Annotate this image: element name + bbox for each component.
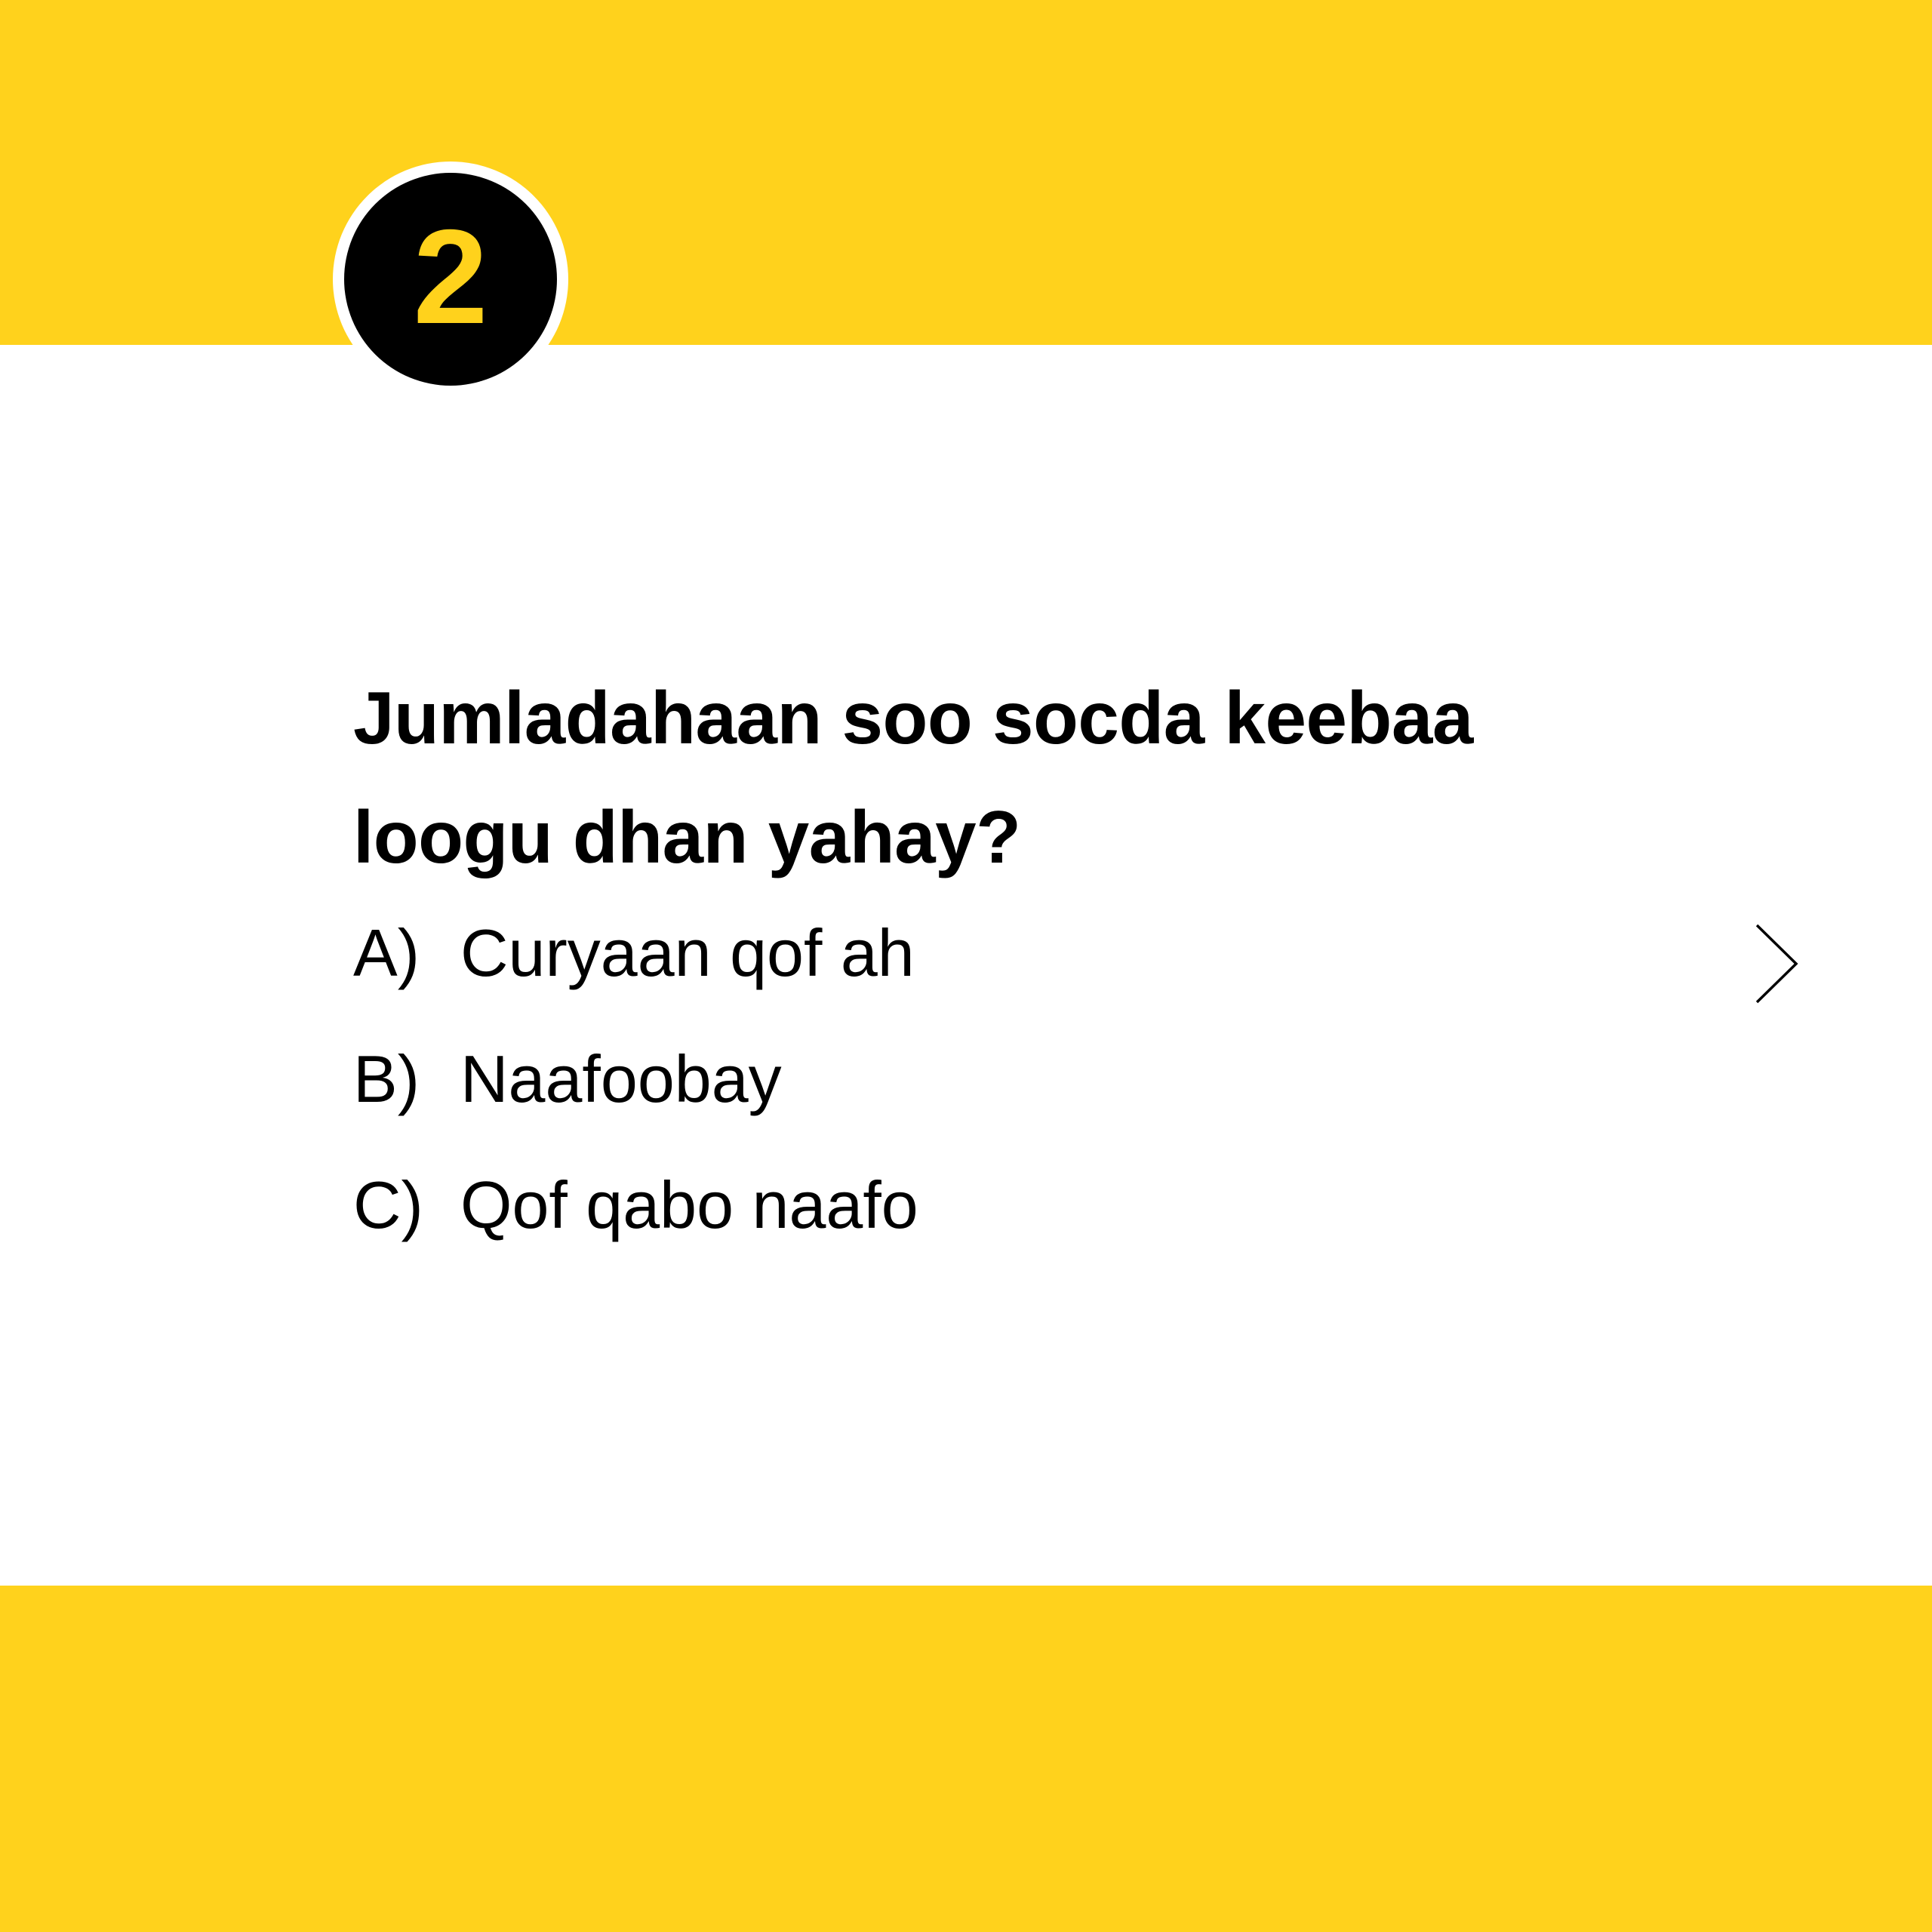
option-letter: B) — [353, 1041, 420, 1116]
option-a[interactable] — [353, 915, 918, 1041]
chevron-right-icon — [1751, 922, 1804, 1005]
option-letter: C) — [353, 1168, 423, 1242]
question-number: 2 — [413, 202, 488, 352]
question-line-2: loogu dhan yahay? — [353, 795, 1021, 878]
question-number-badge — [333, 162, 568, 397]
option-label: Curyaan qof ah — [460, 915, 915, 990]
option-letter: A) — [353, 915, 420, 990]
option-label: Naafoobay — [460, 1041, 782, 1116]
next-button[interactable] — [1751, 922, 1804, 1005]
question-line-1: Jumladahaan soo socda keebaa — [353, 676, 1473, 759]
question-text — [353, 658, 1531, 897]
bottom-yellow-band — [0, 1586, 1932, 1932]
option-b[interactable] — [353, 1041, 918, 1167]
badge-circle — [344, 173, 557, 386]
option-c[interactable] — [353, 1167, 918, 1293]
answer-options — [353, 915, 918, 1293]
top-yellow-band — [0, 0, 1932, 352]
option-label: Qof qabo naafo — [460, 1168, 918, 1242]
